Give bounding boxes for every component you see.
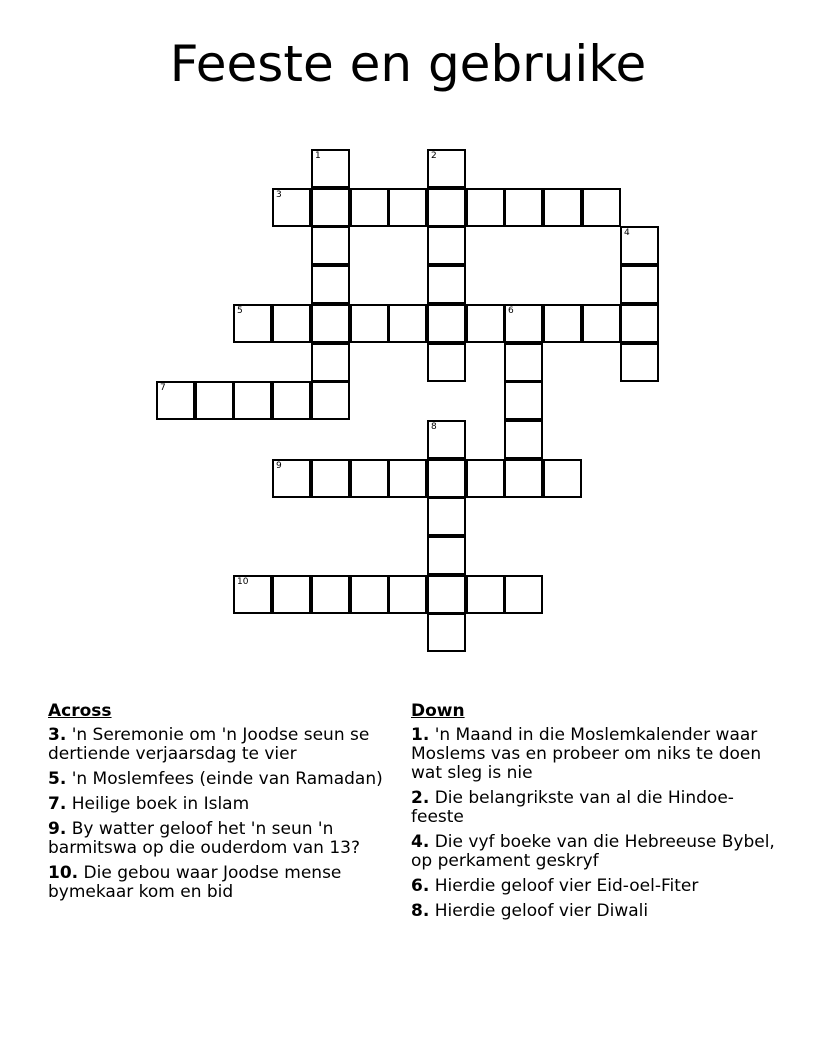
grid-cell[interactable] <box>272 381 311 420</box>
grid-cell[interactable] <box>427 188 466 227</box>
grid-cell[interactable] <box>311 149 350 188</box>
grid-cell[interactable] <box>620 304 659 343</box>
cell-number: 4 <box>624 228 630 238</box>
clue-number: 7. <box>48 794 67 814</box>
grid-cell[interactable] <box>427 497 466 536</box>
cell-number: 5 <box>237 306 243 316</box>
grid-cell[interactable] <box>504 343 543 382</box>
cell-number: 1 <box>315 151 321 161</box>
clue-text: Hierdie geloof vier Diwali <box>434 901 649 921</box>
grid-cell[interactable] <box>311 575 350 614</box>
clue-text: Die gebou waar Joodse mense bymekaar kom en bid <box>48 863 342 902</box>
clue-text: 'n Seremonie om 'n Joodse seun se dertiende verjaarsdag te vier <box>48 725 370 764</box>
grid-cell[interactable] <box>388 575 427 614</box>
grid-cell[interactable] <box>504 420 543 459</box>
grid-cell[interactable] <box>543 188 582 227</box>
grid-cell[interactable] <box>311 188 350 227</box>
grid-cell[interactable] <box>427 536 466 575</box>
clue-text: Die vyf boeke van die Hebreeuse Bybel, op perkament geskryf <box>411 832 775 871</box>
grid-cell[interactable] <box>466 459 505 498</box>
cell-number: 10 <box>237 577 249 587</box>
grid-cell[interactable] <box>620 343 659 382</box>
clue-number: 10. <box>48 863 79 883</box>
grid-cell[interactable] <box>311 459 350 498</box>
clue-down-2 <box>411 789 781 827</box>
clue-down-4 <box>411 833 781 871</box>
grid-cell[interactable] <box>233 304 272 343</box>
cell-number: 8 <box>431 422 437 432</box>
grid-cell[interactable] <box>427 459 466 498</box>
clue-text: 'n Maand in die Moslemkalender waar Moslems vas en probeer om niks te doen wat sleg is nie <box>411 725 762 783</box>
grid-cell[interactable] <box>504 188 543 227</box>
grid-cell[interactable] <box>350 575 389 614</box>
grid-cell[interactable] <box>388 459 427 498</box>
grid-cell[interactable] <box>504 575 543 614</box>
grid-cell[interactable] <box>233 381 272 420</box>
down-clues <box>411 702 781 927</box>
grid-cell[interactable] <box>311 381 350 420</box>
clue-number: 5. <box>48 769 67 789</box>
grid-cell[interactable] <box>156 381 195 420</box>
grid-cell[interactable] <box>620 226 659 265</box>
grid-cell[interactable] <box>311 304 350 343</box>
cell-number: 2 <box>431 151 437 161</box>
grid-cell[interactable] <box>504 459 543 498</box>
clue-text: 'n Moslemfees (einde van Ramadan) <box>71 769 383 789</box>
grid-cell[interactable] <box>543 304 582 343</box>
grid-cell[interactable] <box>427 613 466 652</box>
clue-number: 4. <box>411 832 430 852</box>
grid-cell[interactable] <box>582 188 621 227</box>
grid-cell[interactable] <box>233 575 272 614</box>
grid-cell[interactable] <box>311 265 350 304</box>
cell-number: 9 <box>276 461 282 471</box>
grid-cell[interactable] <box>272 459 311 498</box>
clue-text: Heilige boek in Islam <box>71 794 250 814</box>
clue-number: 9. <box>48 819 67 839</box>
clue-across-10 <box>48 864 398 902</box>
grid-cell[interactable] <box>582 304 621 343</box>
grid-cell[interactable] <box>272 188 311 227</box>
grid-cell[interactable] <box>466 188 505 227</box>
clue-text: Hierdie geloof vier Eid-oel-Fiter <box>434 876 699 896</box>
grid-cell[interactable] <box>427 265 466 304</box>
grid-cell[interactable] <box>504 304 543 343</box>
grid-cell[interactable] <box>620 265 659 304</box>
cell-number: 6 <box>508 306 514 316</box>
grid-cell[interactable] <box>427 343 466 382</box>
cell-number: 7 <box>160 383 166 393</box>
across-heading: Across <box>48 701 112 721</box>
grid-cell[interactable] <box>466 304 505 343</box>
clue-number: 3. <box>48 725 67 745</box>
grid-cell[interactable] <box>350 188 389 227</box>
clue-down-6 <box>411 877 781 896</box>
clue-across-3 <box>48 726 398 764</box>
grid-cell[interactable] <box>311 343 350 382</box>
grid-cell[interactable] <box>543 459 582 498</box>
grid-cell[interactable] <box>388 188 427 227</box>
clue-text: By watter geloof het 'n seun 'n barmitswa op die ouderdom van 13? <box>48 819 360 858</box>
grid-cell[interactable] <box>350 304 389 343</box>
cell-number: 3 <box>276 190 282 200</box>
grid-cell[interactable] <box>504 381 543 420</box>
clue-down-8 <box>411 902 781 921</box>
clue-number: 2. <box>411 788 430 808</box>
grid-cell[interactable] <box>427 575 466 614</box>
grid-cell[interactable] <box>427 420 466 459</box>
grid-cell[interactable] <box>195 381 234 420</box>
grid-cell[interactable] <box>427 304 466 343</box>
clue-across-5 <box>48 770 398 789</box>
across-clues <box>48 702 398 908</box>
grid-cell[interactable] <box>272 575 311 614</box>
grid-cell[interactable] <box>350 459 389 498</box>
clue-number: 8. <box>411 901 430 921</box>
puzzle-title: Feeste en gebruike <box>169 35 647 93</box>
grid-cell[interactable] <box>272 304 311 343</box>
grid-cell[interactable] <box>466 575 505 614</box>
down-heading: Down <box>411 701 465 721</box>
clue-across-7 <box>48 795 398 814</box>
clue-across-9 <box>48 820 398 858</box>
grid-cell[interactable] <box>427 226 466 265</box>
clue-number: 6. <box>411 876 430 896</box>
clue-text: Die belangrikste van al die Hindoe-feeste <box>411 788 734 827</box>
grid-cell[interactable] <box>388 304 427 343</box>
clue-number: 1. <box>411 725 430 745</box>
grid-cell[interactable] <box>311 226 350 265</box>
grid-cell[interactable] <box>427 149 466 188</box>
clue-down-1 <box>411 726 781 783</box>
